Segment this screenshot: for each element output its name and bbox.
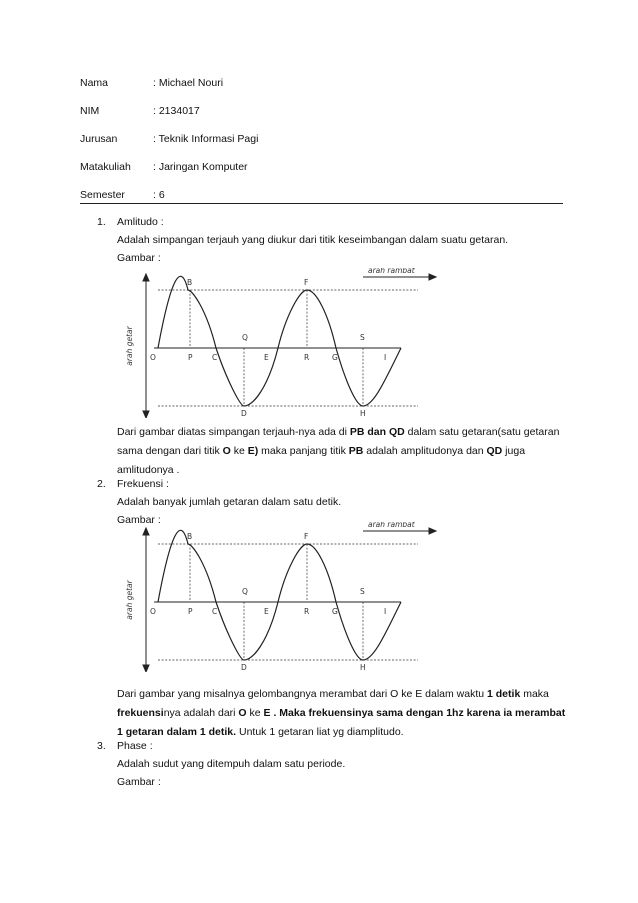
header-label: Nama xyxy=(80,77,109,89)
header-value: : 6 xyxy=(153,189,165,201)
section-number: 3. xyxy=(97,740,106,752)
point-label: C xyxy=(212,353,218,362)
section-number: 1. xyxy=(97,216,106,228)
header-value: : Teknik Informasi Pagi xyxy=(153,133,259,145)
point-label: H xyxy=(360,663,366,672)
point-label: D xyxy=(241,663,247,672)
direction-label: arah rambat xyxy=(368,268,415,275)
point-label: I xyxy=(384,353,387,362)
section-definition: Adalah banyak jumlah getaran dalam satu detik. xyxy=(117,496,342,508)
header-label: Semester xyxy=(80,189,125,201)
point-label: S xyxy=(360,333,365,342)
point-label: Q xyxy=(242,333,248,342)
wave-figure xyxy=(118,268,448,418)
header-label: Jurusan xyxy=(80,133,118,145)
section-title: Frekuensi : xyxy=(117,478,169,490)
header-divider xyxy=(80,203,563,204)
point-label: B xyxy=(187,532,193,541)
section-explanation: Dari gambar yang misalnya gelombangnya merambat dari O ke E dalam waktu 1 detik maka frekuensinya adalah dari O ke E . Maka frekuensinya sama dengan 1hz karena ia merambat 1 getaran dalam 1 detik. Untuk 1 getaran liat yg diamplitudo. xyxy=(117,688,566,738)
point-label: D xyxy=(241,409,247,418)
point-label: C xyxy=(212,607,218,616)
point-label: F xyxy=(304,278,309,287)
header-label: Matakuliah xyxy=(80,161,131,173)
point-label: G xyxy=(332,353,338,362)
point-label: R xyxy=(304,607,310,616)
section-explanation: Dari gambar diatas simpangan terjauh-nya ada di PB dan QD dalam satu getaran(satu getaran sama dengan dari titik O ke E) maka panjang titik PB adalah amplitudonya dan QD juga amlitudonya . xyxy=(117,426,560,476)
point-label: E xyxy=(264,353,269,362)
section-title: Phase : xyxy=(117,740,153,752)
gambar-label: Gambar : xyxy=(117,252,161,264)
point-label: I xyxy=(384,607,387,616)
point-label: S xyxy=(360,587,365,596)
point-label: E xyxy=(264,607,269,616)
section-title: Amlitudo : xyxy=(117,216,164,228)
point-label: O xyxy=(150,607,156,616)
gambar-label: Gambar : xyxy=(117,514,161,526)
section-definition: Adalah sudut yang ditempuh dalam satu periode. xyxy=(117,758,346,770)
point-label: Q xyxy=(242,587,248,596)
point-label: R xyxy=(304,353,310,362)
header-value: : Michael Nouri xyxy=(153,77,224,89)
header-label: NIM xyxy=(80,105,100,117)
axis-label: arah getar xyxy=(125,326,134,366)
axis-label: arah getar xyxy=(125,580,134,620)
point-label: F xyxy=(304,532,309,541)
header-value: : Jaringan Komputer xyxy=(153,161,248,173)
point-label: H xyxy=(360,409,366,418)
point-label: B xyxy=(187,278,193,287)
point-label: P xyxy=(188,607,193,616)
header-value: : 2134017 xyxy=(153,105,200,117)
wave-figure xyxy=(118,522,448,672)
section-definition: Adalah simpangan terjauh yang diukur dari titik keseimbangan dalam suatu getaran. xyxy=(117,234,509,246)
direction-label: arah rambat xyxy=(368,522,415,529)
point-label: P xyxy=(188,353,193,362)
point-label: G xyxy=(332,607,338,616)
gambar-label: Gambar : xyxy=(117,776,161,788)
point-label: O xyxy=(150,353,156,362)
section-number: 2. xyxy=(97,478,106,490)
